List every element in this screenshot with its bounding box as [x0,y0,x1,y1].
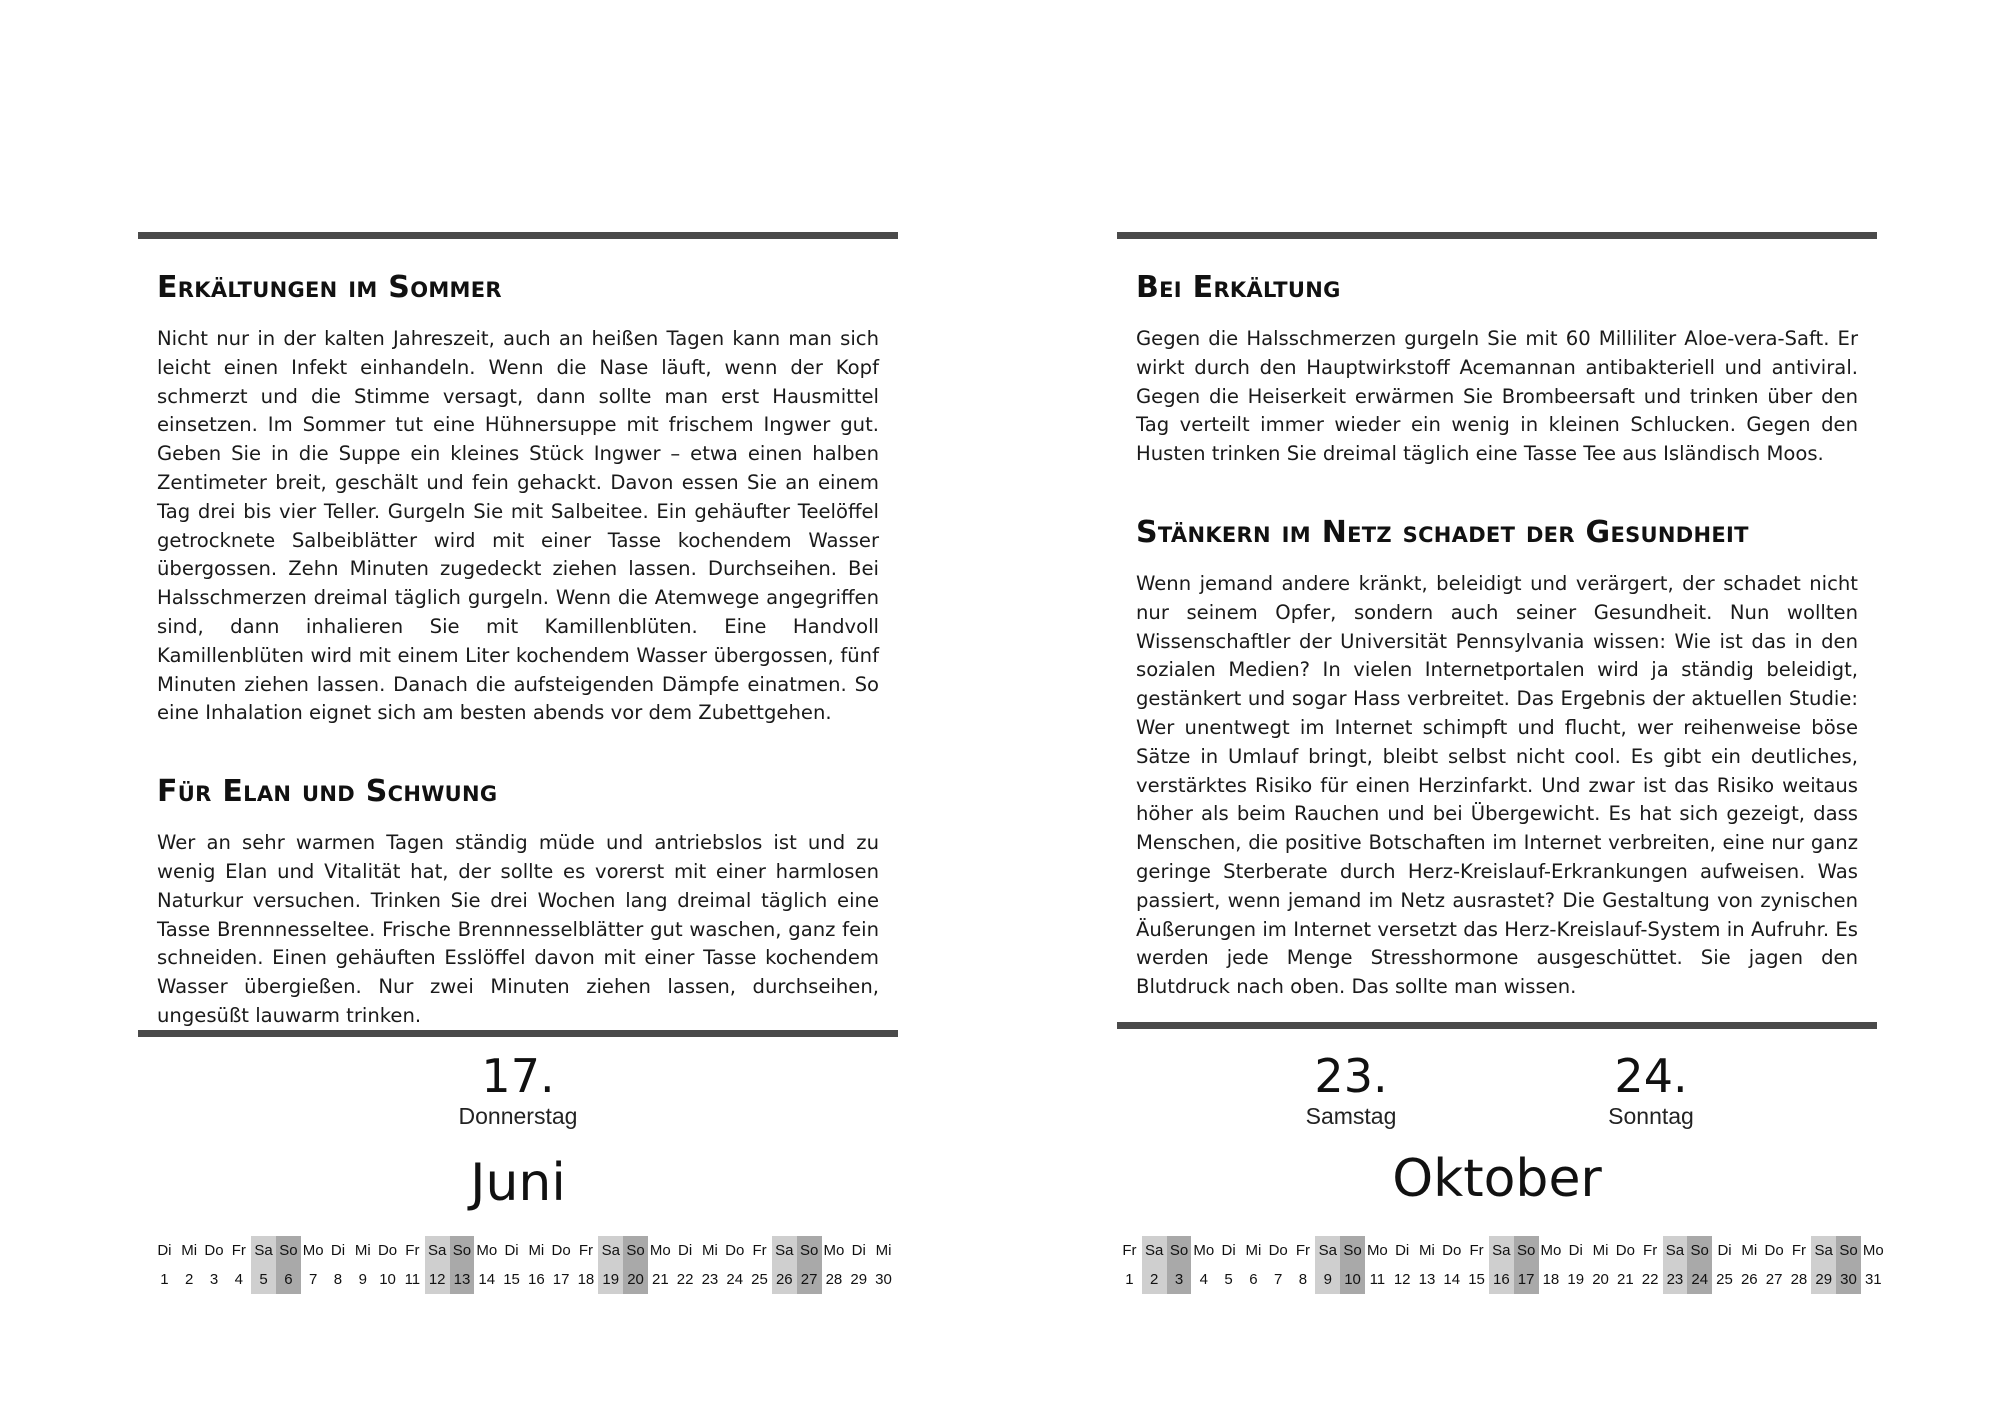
calendar-day [822,1236,847,1294]
calendar-weekday: Do [1615,1242,1635,1259]
calendar-weekday: Mi [528,1242,545,1259]
calendar-weekday: Sa [1145,1242,1164,1259]
section-heading: Bei Erkältung [1136,270,1341,305]
calendar-daynum: 26 [1740,1271,1758,1288]
calendar-day [1563,1236,1588,1294]
calendar-weekday: So [1343,1242,1362,1259]
calendar-weekday: Di [1395,1242,1410,1259]
calendar-daynum: 9 [1323,1271,1332,1288]
calendar-day [1489,1236,1514,1294]
calendar-daynum: 24 [1691,1271,1709,1288]
calendar-day [1811,1236,1836,1294]
calendar-daynum: 11 [1369,1271,1386,1288]
bottom-rule [138,1030,898,1037]
calendar-daynum: 30 [1840,1271,1857,1288]
calendar-daynum: 4 [234,1271,243,1288]
calendar-day [1836,1236,1861,1294]
calendar-weekday: Mi [875,1242,892,1259]
calendar-day [1762,1236,1787,1294]
left-content [157,270,879,1077]
calendar-daynum: 14 [478,1271,496,1288]
right-page [1117,0,1884,1414]
calendar-daynum: 28 [1790,1271,1808,1288]
calendar-daynum: 17 [552,1271,570,1288]
calendar-day [598,1236,623,1294]
calendar-day [797,1236,822,1294]
month-name: Juni [470,1153,566,1213]
calendar-daynum: 21 [651,1271,669,1288]
calendar-weekday: Sa [775,1242,794,1259]
calendar-day [1712,1236,1737,1294]
date-weekday: Samstag [1305,1103,1397,1129]
calendar-weekday: Do [725,1242,745,1259]
calendar-daynum: 18 [1542,1271,1560,1288]
calendar-weekday: Di [1221,1242,1236,1259]
calendar-weekday: Fr [752,1242,767,1259]
calendar-weekday: Sa [254,1242,273,1259]
calendar-day [1390,1236,1415,1294]
calendar-weekday: Mi [181,1242,198,1259]
calendar-weekday: Mi [1592,1242,1609,1259]
calendar-day [1340,1236,1365,1294]
calendar-weekday: So [452,1242,472,1259]
top-rule [138,232,898,239]
calendar-day [276,1236,301,1294]
calendar-daynum: 16 [528,1271,545,1288]
calendar-weekday: Mo [649,1242,671,1259]
date-weekday: Sonntag [1608,1103,1694,1129]
calendar-daynum: 14 [1443,1271,1461,1288]
calendar-day [673,1236,698,1294]
calendar-weekday: Mo [302,1242,324,1259]
calendar-daynum: 19 [602,1271,620,1288]
calendar-daynum: 11 [404,1271,421,1288]
calendar-daynum: 15 [1468,1271,1485,1288]
calendar-weekday: Fr [231,1242,246,1259]
calendar-day [1142,1236,1167,1294]
calendar-day [1191,1236,1216,1294]
calendar-daynum: 8 [1298,1271,1308,1288]
calendar-daynum: 22 [676,1271,694,1288]
calendar-weekday: Di [678,1242,693,1259]
calendar-daynum: 23 [701,1271,719,1288]
calendar-day [326,1236,351,1294]
calendar-daynum: 16 [1493,1271,1510,1288]
calendar-daynum: 7 [1274,1271,1283,1288]
calendar-daynum: 18 [577,1271,595,1288]
calendar-daynum: 12 [1393,1271,1411,1288]
calendar-day [400,1236,425,1294]
date-number: 17. [481,1049,555,1103]
section-heading: Stänkern im Netz schadet der Gesundheit [1136,514,1749,550]
calendar-day [1266,1236,1291,1294]
calendar-daynum: 29 [1815,1271,1833,1288]
calendar-day [375,1236,400,1294]
calendar-weekday: Mo [823,1242,845,1259]
calendar-weekday: Mi [354,1242,371,1259]
calendar-daynum: 25 [1716,1271,1733,1288]
calendar-day [574,1236,599,1294]
calendar-daynum: 21 [1616,1271,1634,1288]
calendar-day [1291,1236,1316,1294]
calendar-daynum: 4 [1199,1271,1208,1288]
calendar-daynum: 31 [1864,1271,1882,1288]
calendar-day [1613,1236,1638,1294]
calendar-weekday: Di [1717,1242,1732,1259]
section-heading: Erkältungen im Sommer [157,270,502,305]
calendar-weekday: Do [1268,1242,1288,1259]
calendar-day [450,1236,475,1294]
calendar-day [499,1236,524,1294]
calendar-weekday: Fr [578,1242,594,1259]
calendar-weekday: Di [1568,1242,1583,1259]
section-text: Gegen die Halsschmerzen gurgeln Sie mit 60 Milliliter Aloe-vera-Saft. Er wirkt durch den Hauptwirkstoff Acemannan antibakteriell und antiviral. Gegen die Heiserkeit erwärmen Sie Brombeersaft und trinken über den Tag verteilt immer wieder ein wenig in kleinen Schlucken. Gegen den Husten trinken Sie dreimal täglich eine Tasse Tee aus Isländisch Moos. [1136,327,1858,466]
calendar-day [1365,1236,1390,1294]
calendar-day [1737,1236,1762,1294]
calendar-daynum: 8 [333,1271,343,1288]
calendar-day [648,1236,673,1294]
date-weekday: Donnerstag [458,1103,578,1129]
calendar-day [1117,1236,1142,1294]
calendar-daynum: 6 [284,1271,293,1288]
calendar-day [1638,1236,1663,1294]
calendar-daynum: 25 [751,1271,768,1288]
month-calendar-strip [1117,1236,1886,1294]
calendar-daynum: 3 [1174,1271,1184,1288]
calendar-weekday: Mi [1245,1242,1262,1259]
calendar-daynum: 20 [627,1271,644,1288]
calendar-weekday: So [1516,1242,1536,1259]
section-text: Wer an sehr warmen Tagen ständig müde und antriebslos ist und zu wenig Elan und Vitalität hat, der sollte es vorerst mit einer harmlosen Naturkur versuchen. Trinken Sie drei Wochen lang dreimal täglich eine Tasse Brennnesseltee. Frische Brennnesselblätter gut waschen, ganz fein schneiden. Einen gehäuften Esslöffel davon mit einer Tasse kochendem Wasser übergießen. Nur zwei Minuten ziehen lassen, durchseihen, ungesüßt lauwarm trinken. [157,831,879,1027]
calendar-daynum: 20 [1592,1271,1609,1288]
calendar-day [177,1236,202,1294]
calendar-day [1663,1236,1688,1294]
calendar-weekday: Do [204,1242,224,1259]
calendar-day [1167,1236,1192,1294]
calendar-daynum: 30 [875,1271,892,1288]
calendar-daynum: 1 [160,1271,169,1288]
calendar-weekday: Sa [1665,1242,1685,1259]
calendar-day [350,1236,375,1294]
right-content [1136,270,1858,1048]
calendar-daynum: 10 [379,1271,396,1288]
calendar-weekday: So [279,1242,298,1259]
calendar-weekday: So [799,1242,819,1259]
section-text: Nicht nur in der kalten Jahreszeit, auch an heißen Tagen kann man sich leicht einen Infekt einhandeln. Wenn die Nase läuft, wenn der Kopf schmerzt und die Stimme versagt, dann sollte man erst Hausmittel einsetzen. Im Sommer tut eine Hühnersuppe mit frischem Ingwer gut. Geben Sie in die Suppe ein kleines Stück Ingwer – etwa einen halben Zentimeter breit, geschält und fein gehackt. Davon essen Sie an einem Tag drei bis vier Teller. Gurgeln Sie mit Salbeitee. Ein gehäufter Teelöffel getrocknete Salbeiblätter wird mit einer Tasse kochendem Wasser übergossen. Zehn Minuten zugedeckt ziehen lassen. Durchseihen. Bei Halsschmerzen dreimal täglich gurgeln. Wenn die Atemwege angegriffen sind, dann inhalieren Sie mit Kamillenblüten. Eine Handvoll Kamillenblüten wird mit einem Liter kochendem Wasser übergossen, fünf Minuten ziehen lassen. Danach die aufsteigenden Dämpfe einatmen. So eine Inhalation eignet sich am besten abends vor dem Zubettgehen. [157,327,879,725]
calendar-daynum: 2 [185,1271,194,1288]
month-name: Oktober [1392,1149,1602,1209]
calendar-weekday: Mi [1741,1242,1758,1259]
calendar-day [747,1236,772,1294]
calendar-day [722,1236,747,1294]
calendar-weekday: Mo [476,1242,498,1259]
calendar-weekday: So [1690,1242,1709,1259]
calendar-day [152,1236,177,1294]
calendar-daynum: 10 [1344,1271,1361,1288]
left-page [138,0,898,1414]
calendar-daynum: 5 [1224,1271,1233,1288]
calendar-weekday: So [1839,1242,1858,1259]
bottom-rule [1117,1022,1877,1029]
calendar-day [698,1236,723,1294]
calendar-daynum: 6 [1249,1271,1258,1288]
calendar-daynum: 15 [503,1271,520,1288]
calendar-daynum: 24 [726,1271,744,1288]
calendar-daynum: 19 [1567,1271,1585,1288]
date-number: 24. [1614,1049,1688,1103]
calendar-daynum: 12 [428,1271,446,1288]
calendar-weekday: Fr [1791,1242,1806,1259]
section-text: Wenn jemand andere kränkt, beleidigt und verärgert, der schadet nicht nur seinem Opfer, sondern auch seiner Gesundheit. Nun wollten Wissenschaftler der Universität Pennsylvania wissen: Wie ist das in den sozialen Medien? In vielen Internetportalen wird ja ständig beleidigt, gestänkert und sogar Hass verbreitet. Das Ergebnis der aktuellen Studie: Wer unentwegt im Internet schimpft und flucht, wer reihenweise böse Sätze in Umlauf bringt, bleibt selbst nicht cool. Es gibt ein deutliches, verstärktes Risiko für einen Herzinfarkt. Und zwar ist das Risiko weitaus höher als beim Rauchen und bei Übergewicht. Es hat sich gezeigt, dass Menschen, die positive Botschaften im Internet verbreiten, eine nur ganz geringe Sterberate durch Herz-Kreislauf-Erkrankungen aufweisen. Was passiert, wenn jemand im Netz ausrastet? Die Gestaltung von zynischen Äußerungen im Internet versetzt das Herz-Kreislauf-System in Aufruhr. Es werden jede Menge Stresshormone ausgeschüttet. Sie jagen den Blutdruck nach oben. Das sollte man wissen. [1136,571,1858,999]
calendar-weekday: Sa [1318,1242,1337,1259]
calendar-daynum: 22 [1641,1271,1659,1288]
calendar-daynum: 13 [1418,1271,1436,1288]
calendar-day [871,1236,896,1294]
calendar-day [1687,1236,1712,1294]
calendar-day [1588,1236,1613,1294]
calendar-daynum: 28 [825,1271,843,1288]
top-rule [1117,232,1877,239]
calendar-daynum: 1 [1125,1271,1134,1288]
calendar-weekday: Mo [1540,1242,1562,1259]
calendar-day [1514,1236,1539,1294]
calendar-weekday: Fr [1643,1242,1658,1259]
calendar-daynum: 7 [309,1271,318,1288]
calendar-weekday: Di [157,1242,172,1259]
calendar-weekday: Di [330,1242,346,1259]
calendar-day [1861,1236,1886,1294]
calendar-day [1216,1236,1241,1294]
calendar-weekday: Mo [1193,1242,1215,1259]
calendar-day [1539,1236,1564,1294]
calendar-weekday: Sa [601,1242,620,1259]
calendar-day [549,1236,574,1294]
calendar-weekday: Sa [1492,1242,1511,1259]
calendar-weekday: Di [504,1242,519,1259]
calendar-day [301,1236,326,1294]
calendar-daynum: 5 [259,1271,268,1288]
calendar-weekday: Sa [427,1242,447,1259]
calendar-weekday: Fr [405,1242,420,1259]
section-heading: Für Elan und Schwung [157,774,498,810]
calendar-weekday: Fr [1469,1242,1484,1259]
calendar-daynum: 13 [453,1271,471,1288]
calendar-day [1241,1236,1266,1294]
calendar-weekday: Fr [1122,1242,1137,1259]
calendar-weekday: Sa [1814,1242,1833,1259]
calendar-weekday: So [1169,1242,1189,1259]
calendar-weekday: Mo [1862,1242,1884,1259]
calendar-weekday: Do [551,1242,571,1259]
calendar-day [524,1236,549,1294]
calendar-daynum: 26 [775,1271,793,1288]
calendar-weekday: Di [851,1242,866,1259]
calendar-weekday: Do [1764,1242,1784,1259]
calendar-day [772,1236,797,1294]
calendar-day [1415,1236,1440,1294]
calendar-day [623,1236,648,1294]
calendar-daynum: 23 [1666,1271,1684,1288]
calendar-daynum: 27 [800,1271,818,1288]
calendar-daynum: 29 [850,1271,868,1288]
date-block [1241,1048,1461,1128]
date-block [408,1048,628,1128]
date-number: 23. [1314,1049,1388,1103]
calendar-daynum: 2 [1150,1271,1159,1288]
calendar-day [425,1236,450,1294]
calendar-day [1315,1236,1340,1294]
calendar-daynum: 9 [358,1271,367,1288]
calendar-day [202,1236,227,1294]
calendar-weekday: Do [377,1242,398,1259]
calendar-daynum: 3 [209,1271,219,1288]
calendar-weekday: Mi [1419,1242,1435,1259]
calendar-daynum: 17 [1517,1271,1535,1288]
calendar-daynum: 27 [1765,1271,1783,1288]
calendar-day [1787,1236,1812,1294]
calendar-day [1439,1236,1464,1294]
calendar-day [226,1236,251,1294]
calendar-weekday: Fr [1295,1242,1311,1259]
calendar-weekday: So [626,1242,645,1259]
calendar-day [1464,1236,1489,1294]
month-calendar-strip [152,1236,896,1294]
calendar-weekday: Mi [702,1242,718,1259]
calendar-day [474,1236,499,1294]
date-block [1541,1048,1761,1128]
calendar-weekday: Mo [1366,1242,1388,1259]
calendar-weekday: Do [1442,1242,1462,1259]
calendar-day [846,1236,871,1294]
calendar-day [251,1236,276,1294]
